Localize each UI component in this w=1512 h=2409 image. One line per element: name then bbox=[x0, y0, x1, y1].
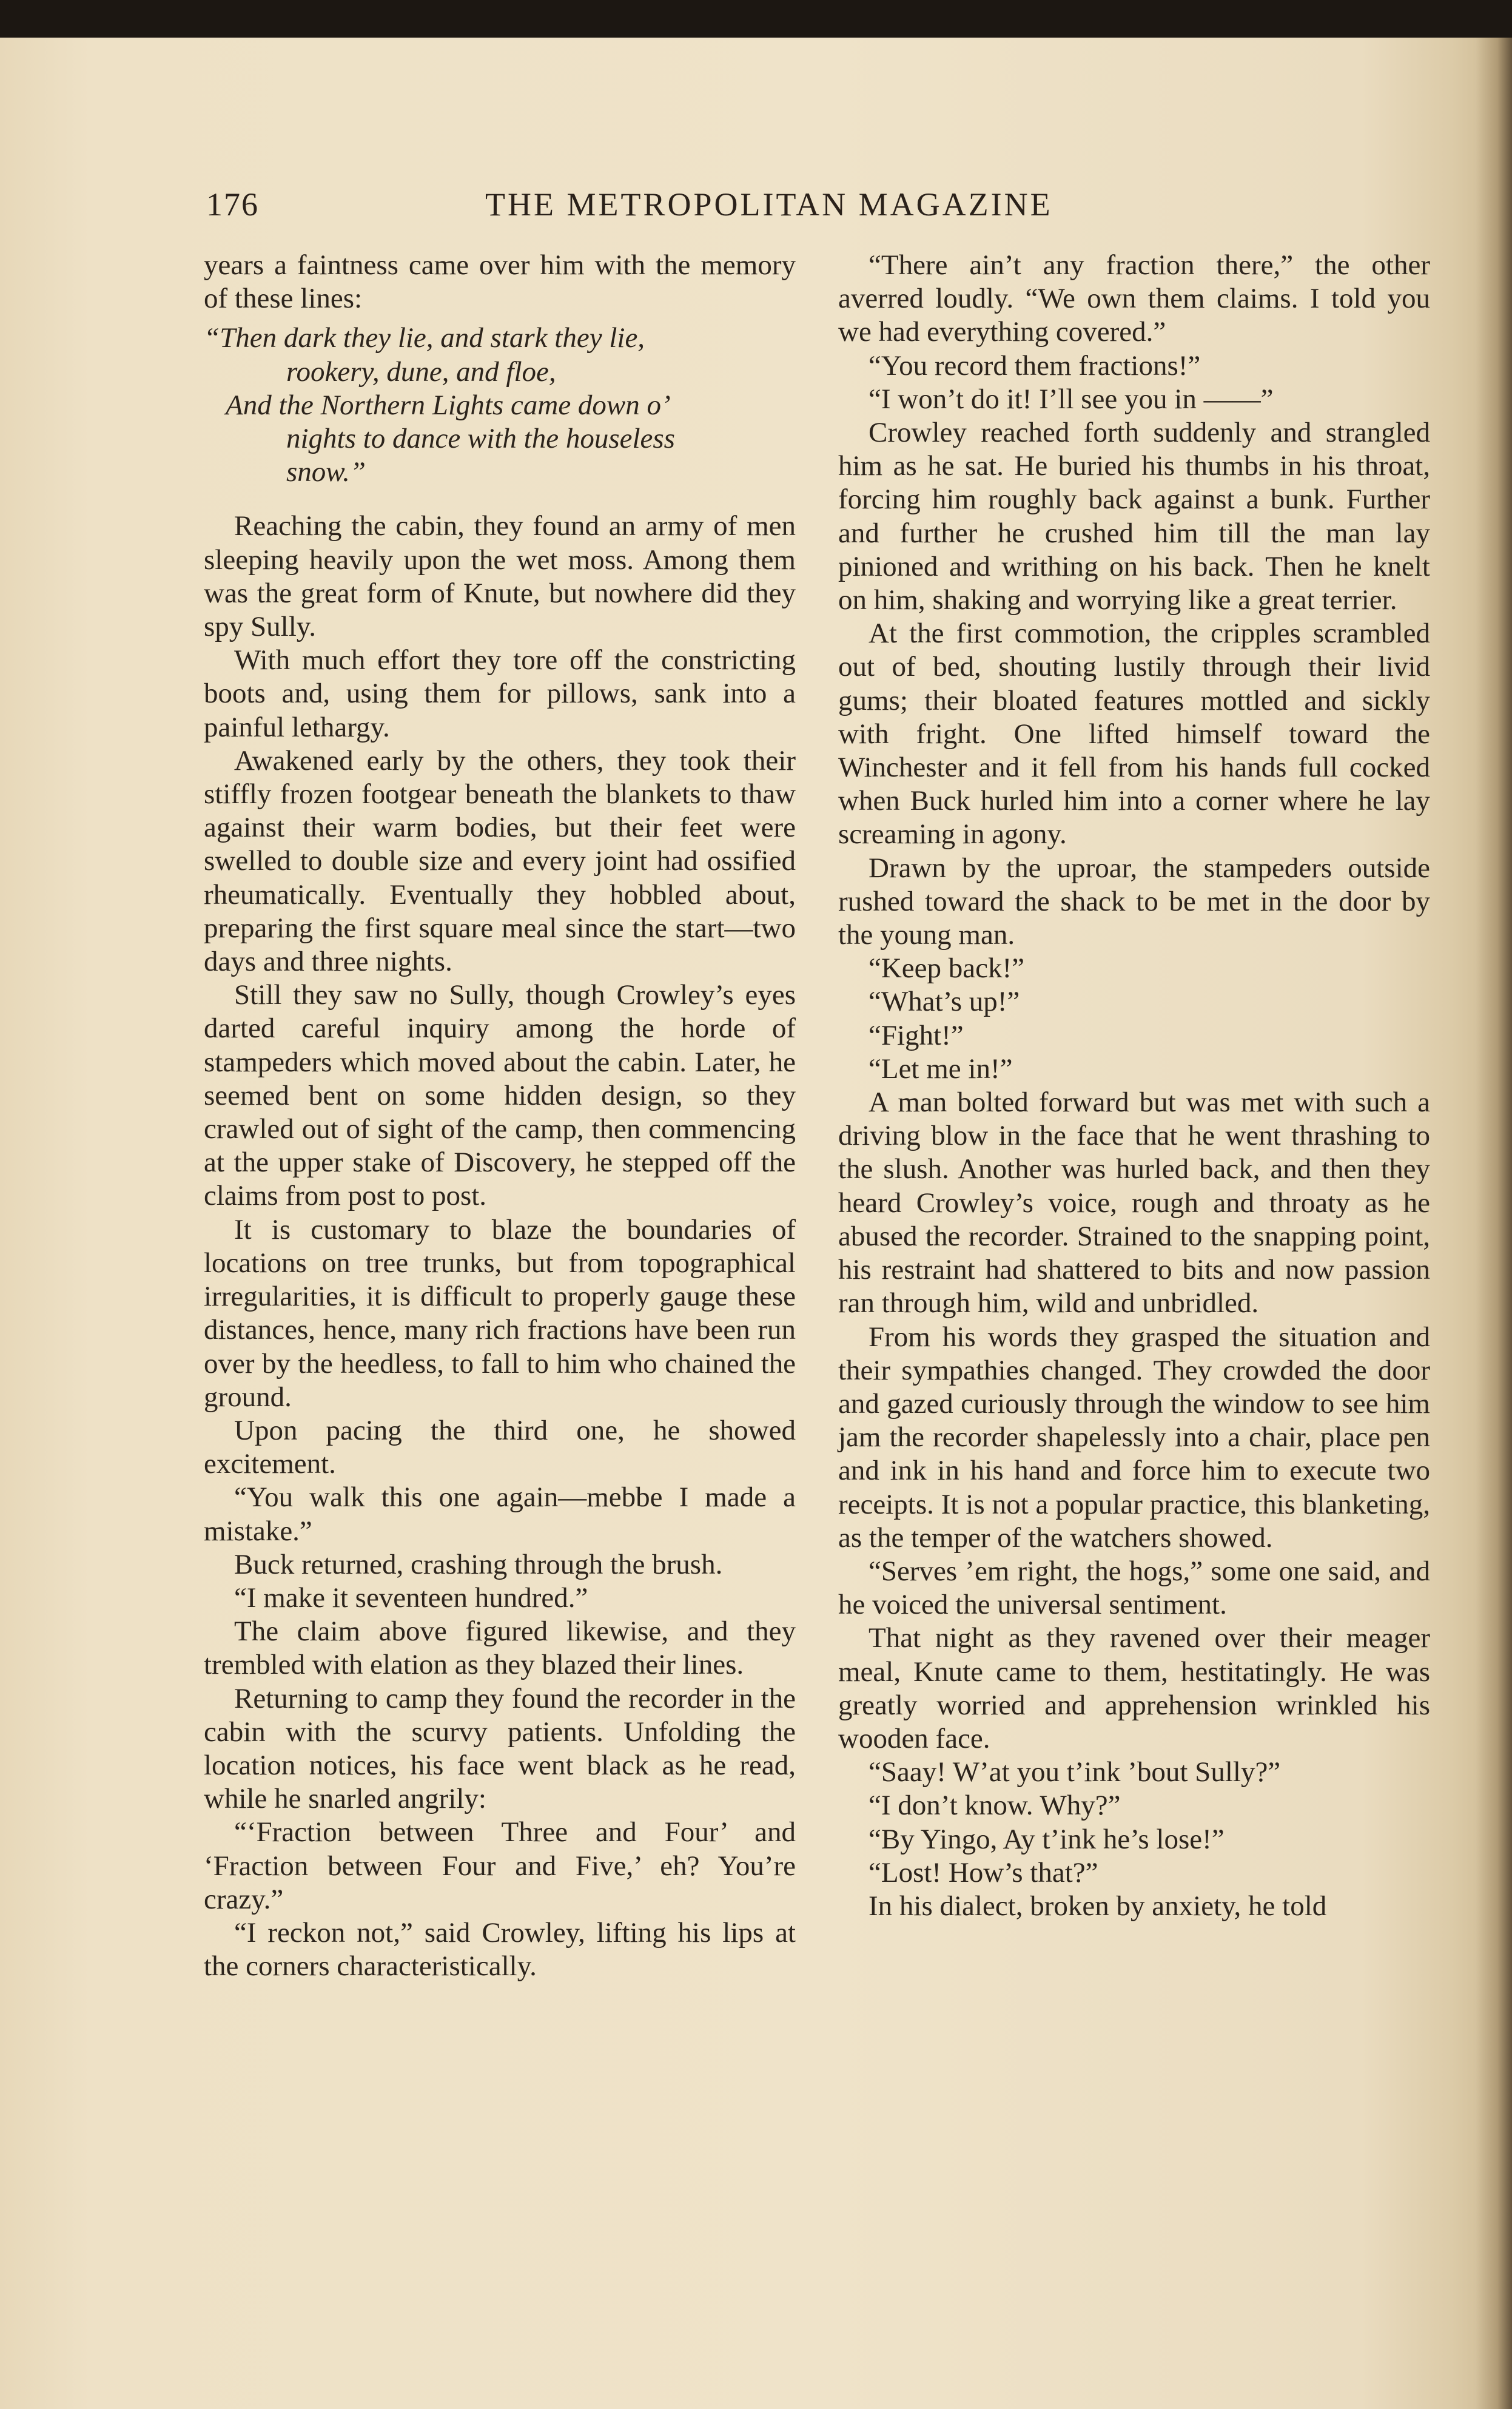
paragraph: “What’s up!” bbox=[869, 986, 1020, 1018]
right-column bbox=[838, 249, 1430, 1923]
paragraph: Buck returned, crashing through the brush. bbox=[234, 1548, 723, 1580]
paragraph: “I reckon not,” said Crowley, lifting his lips at the corners characteristically. bbox=[204, 1916, 796, 1983]
paragraph: “Saay! W’at you t’ink ’bout Sully?” bbox=[869, 1756, 1281, 1788]
poem-line: rookery, dune, and floe, bbox=[286, 355, 556, 388]
poem-line: And the Northern Lights came down o’ bbox=[226, 389, 671, 421]
paragraph: The claim above figured likewise, and they trembled with elation as they blazed their lines. bbox=[204, 1616, 796, 1681]
paragraph: Awakened early by the others, they took their stiffly frozen footgear beneath the blankets to thaw against their warm bodies, but their feet were swelled to double size and every joint had ossified rheumatically. Eventually they hobbled about, preparing the first square meal since the start—two days and three nights. bbox=[204, 744, 796, 978]
paragraph: “You walk this one again—mebbe I made a mistake.” bbox=[204, 1481, 796, 1547]
poem-line: “Then dark they lie, and stark they lie, bbox=[204, 322, 645, 354]
paragraph: “Fight!” bbox=[869, 1019, 964, 1051]
poem-line: snow.” bbox=[286, 456, 366, 488]
paragraph: “By Yingo, Ay t’ink he’s lose!” bbox=[869, 1823, 1225, 1855]
paragraph: Upon pacing the third one, he showed excitement. bbox=[204, 1414, 796, 1480]
paragraph: years a faintness came over him with the memory of these lines: bbox=[204, 249, 796, 315]
left-column bbox=[204, 249, 796, 1983]
paragraph: “‘Fraction between Three and Four’ and ‘Fraction between Four and Five,’ eh? You’re crazy.” bbox=[204, 1816, 796, 1915]
paragraph: “You record them fractions!” bbox=[869, 349, 1201, 382]
paragraph: “Let me in!” bbox=[869, 1053, 1013, 1085]
paragraph: In his dialect, broken by anxiety, he told bbox=[869, 1890, 1327, 1922]
paragraph: “I won’t do it! I’ll see you in ——” bbox=[869, 383, 1274, 415]
paragraph: That night as they ravened over their meager meal, Knute came to them, hestitatingly. He was greatly worried and apprehension wrinkled his wooden face. bbox=[838, 1622, 1430, 1754]
running-title: THE METROPOLITAN MAGAZINE bbox=[485, 186, 1053, 223]
paragraph: “Serves ’em right, the hogs,” some one said, and he voiced the universal sentiment. bbox=[838, 1555, 1430, 1621]
paragraph: “Lost! How’s that?” bbox=[869, 1856, 1098, 1888]
paragraph: A man bolted forward but was met with such a driving blow in the face that he went thrashing to the slush. Another was hurled back, and then they heard Crowley’s voice, rough and throaty as he abused the recorder. Strained to the snapping point, his restraint had shattered to bits and now passion ran through him, wild and unbridled. bbox=[838, 1087, 1430, 1319]
paragraph: “Keep back!” bbox=[869, 952, 1025, 985]
paragraph: At the first commotion, the cripples scrambled out of bed, shouting lustily through their livid gums; their bloated features mottled and sickly with fright. One lifted himself toward the Winchester and it fell from his hands full cocked when Buck hurled him into a corner where he lay screaming in agony. bbox=[838, 618, 1430, 851]
paragraph: Returning to camp they found the recorder in the cabin with the scurvy patients. Unfolding the location notices, his face went black as he read, while he snarled angrily: bbox=[204, 1682, 796, 1815]
paragraph: Drawn by the uproar, the stampeders outside rushed toward the shack to be met in the door by the young man. bbox=[838, 852, 1430, 951]
page-number: 176 bbox=[206, 186, 259, 223]
poem-line: nights to dance with the houseless bbox=[286, 423, 675, 455]
paragraph: With much effort they tore off the constricting boots and, using them for pillows, sank into a painful lethargy. bbox=[204, 644, 796, 743]
paragraph: “There ain’t any fraction there,” the other averred loudly. “We own them claims. I told you we had everything covered.” bbox=[838, 249, 1430, 348]
paragraph: Reaching the cabin, they found an army of men sleeping heavily upon the wet moss. Among them was the great form of Knute, but nowhere did they spy Sully. bbox=[204, 510, 796, 643]
poem-quotation bbox=[204, 322, 796, 489]
paragraph: It is customary to blaze the boundaries of locations on tree trunks, but from topographical irregularities, it is difficult to properly gauge these distances, hence, many rich fractions have been run over by the heedless, to fall to him who chained the ground. bbox=[204, 1213, 796, 1413]
paragraph: “I don’t know. Why?” bbox=[869, 1790, 1121, 1822]
paragraph: “I make it seventeen hundred.” bbox=[234, 1582, 588, 1614]
paragraph: Still they saw no Sully, though Crowley’s eyes darted careful inquiry among the horde of stampeders which moved about the cabin. Later, he seemed bent on some hidden design, so they crawled out of sight of the camp, then commencing at the upper stake of Discovery, he stepped off the claims from post to post. bbox=[204, 979, 796, 1212]
paragraph: Crowley reached forth suddenly and strangled him as he sat. He buried his thumbs in his throat, forcing him roughly back against a bunk. Further and further he crushed him till the man lay pinioned and writhing on his back. Then he knelt on him, shaking and worrying like a great terrier. bbox=[838, 417, 1430, 616]
book-gutter-shadow bbox=[1476, 38, 1512, 2409]
page-header bbox=[206, 177, 1152, 238]
paragraph: From his words they grasped the situation and their sympathies changed. They crowded the door and gazed curiously through the window to see him jam the recorder shapelessly into a chair, place pen and ink in his hand and force him to execute two receipts. It is not a popular practice, this blanketing, as the temper of the watchers showed. bbox=[838, 1321, 1430, 1554]
